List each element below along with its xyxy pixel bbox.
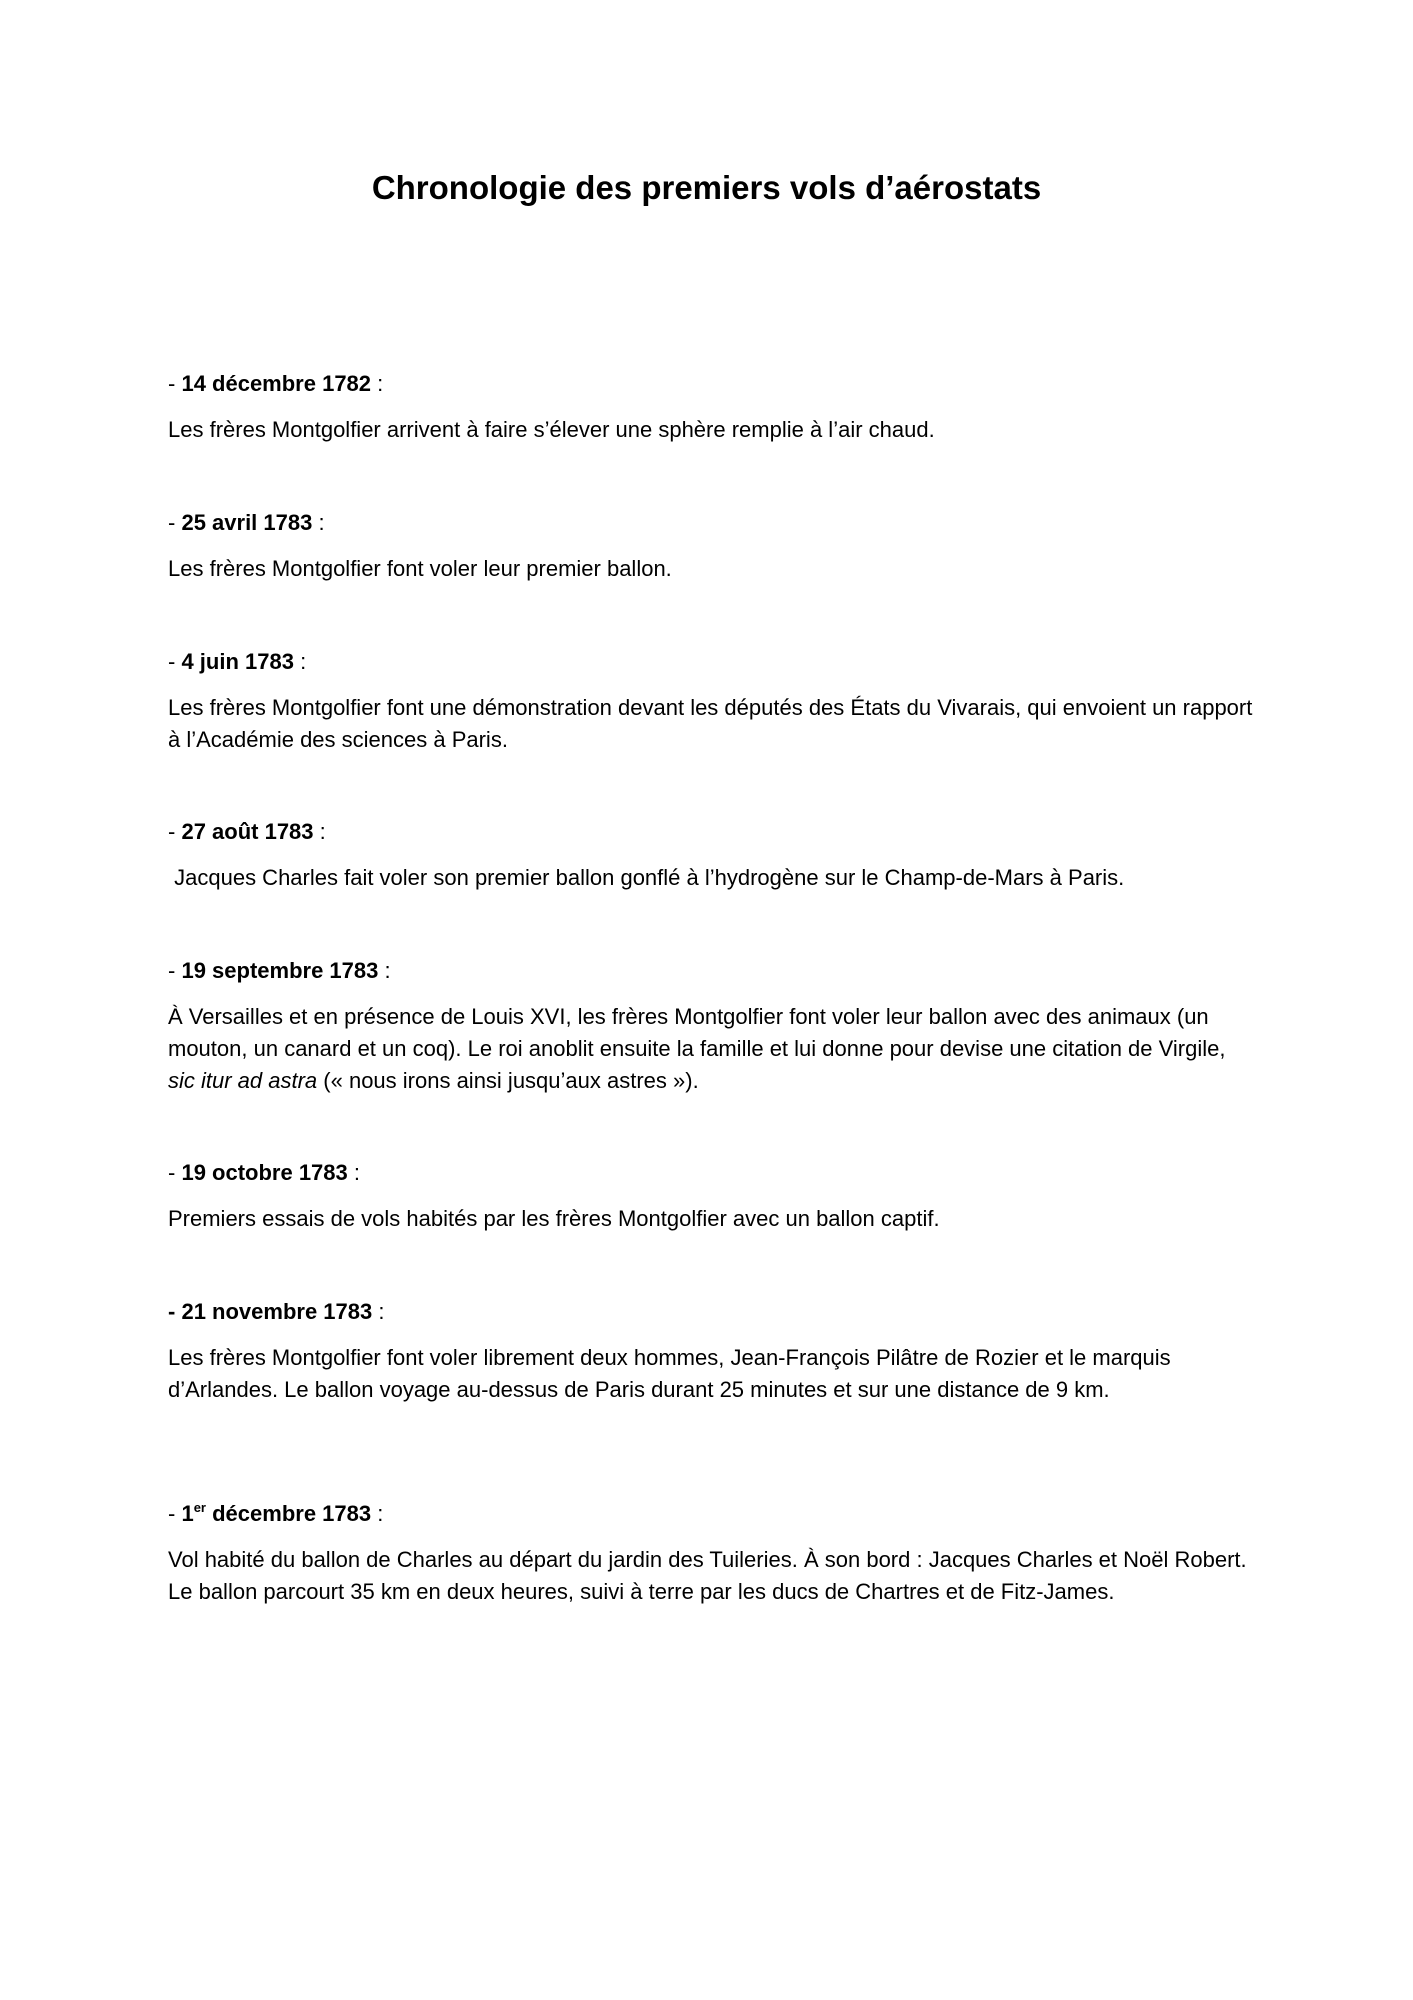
- entry-description: Les frères Montgolfier font voler librement deux hommes, Jean-François Pilâtre de Rozier et le marquis d’Arlandes. Le ballon voyage au-dessus de Paris durant 25 minutes et sur une distance de 9 km.: [168, 1345, 1171, 1402]
- entry-date: 25 avril 1783: [181, 510, 313, 535]
- entry-date-line: [168, 1499, 1253, 1529]
- entry-dash: -: [168, 819, 182, 844]
- entry-text-part: À Versailles et en présence de Louis XVI, les frères Montgolfier font voler leur ballon avec des animaux (un mouton, un canard et un coq). Le roi anoblit ensuite la famille et lui donne pour devise une citation de Virgile,: [168, 1004, 1226, 1061]
- entry-dash: -: [168, 1299, 182, 1324]
- entry-dash: -: [168, 958, 182, 983]
- entry-dash: -: [168, 1501, 182, 1526]
- timeline-entry: [168, 817, 1253, 894]
- timeline-entry: [168, 647, 1253, 756]
- entry-description: Premiers essais de vols habités par les frères Montgolfier avec un ballon captif.: [168, 1206, 940, 1231]
- entry-date: 19 octobre 1783: [181, 1160, 348, 1185]
- entry-latin-quote: sic itur ad astra: [168, 1068, 318, 1093]
- entry-dash: -: [168, 371, 182, 396]
- entry-dash: -: [168, 510, 182, 535]
- entry-description: Les frères Montgolfier arrivent à faire s’élever une sphère remplie à l’air chaud.: [168, 417, 935, 442]
- entry-date: 1: [181, 1501, 194, 1526]
- entry-date: 21 novembre 1783: [181, 1299, 373, 1324]
- entry-colon: :: [312, 510, 325, 535]
- timeline-entry: [168, 1158, 1253, 1235]
- entry-date-line: [168, 956, 1253, 986]
- entry-description: Vol habité du ballon de Charles au départ du jardin des Tuileries. À son bord : Jacques Charles et Noël Robert. Le ballon parcourt 35 km en deux heures, suivi à terre par les ducs de Chartres et de Fitz-James.: [168, 1547, 1247, 1604]
- entry-date: 27 août 1783: [181, 819, 314, 844]
- entry-date-line: [168, 1158, 1253, 1188]
- timeline-entry: [168, 369, 1253, 446]
- entry-colon: :: [378, 958, 391, 983]
- entry-date-line: [168, 647, 1253, 677]
- entry-date: 14 décembre 1782: [181, 371, 372, 396]
- entry-colon: :: [372, 1299, 385, 1324]
- entry-date-line: [168, 817, 1253, 847]
- entry-date: 19 septembre 1783: [181, 958, 379, 983]
- entry-text-part: (« nous irons ainsi jusqu’aux astres »).: [317, 1068, 699, 1093]
- entry-dash: -: [168, 1160, 182, 1185]
- timeline-entry: [168, 956, 1253, 1097]
- entry-description: [168, 1001, 1253, 1097]
- entry-colon: :: [347, 1160, 360, 1185]
- entry-date-line: [168, 508, 1253, 538]
- timeline-entry: [168, 1297, 1253, 1406]
- entry-date: 4 juin 1783: [181, 649, 294, 674]
- timeline-entry: [168, 508, 1253, 585]
- entry-description: Les frères Montgolfier font une démonstration devant les députés des États du Vivarais, qui envoient un rapport à l’Académie des sciences à Paris.: [168, 695, 1253, 752]
- entry-description: Jacques Charles fait voler son premier ballon gonflé à l’hydrogène sur le Champ-de-Mars à Paris.: [168, 865, 1125, 890]
- timeline-entry: [168, 1499, 1253, 1608]
- entry-date-superscript: er: [193, 1500, 206, 1515]
- entry-colon: :: [371, 371, 384, 396]
- entry-colon: :: [293, 649, 307, 674]
- page-title: Chronologie des premiers vols d’aérostats: [371, 169, 1042, 206]
- entry-date-line: [168, 369, 1253, 399]
- entry-dash: -: [168, 649, 182, 674]
- entry-colon: :: [371, 1501, 384, 1526]
- entry-colon: :: [313, 819, 326, 844]
- entry-date-line: [168, 1297, 1253, 1327]
- entry-date-rest: décembre 1783: [206, 1501, 372, 1526]
- entry-description: Les frères Montgolfier font voler leur premier ballon.: [168, 556, 672, 581]
